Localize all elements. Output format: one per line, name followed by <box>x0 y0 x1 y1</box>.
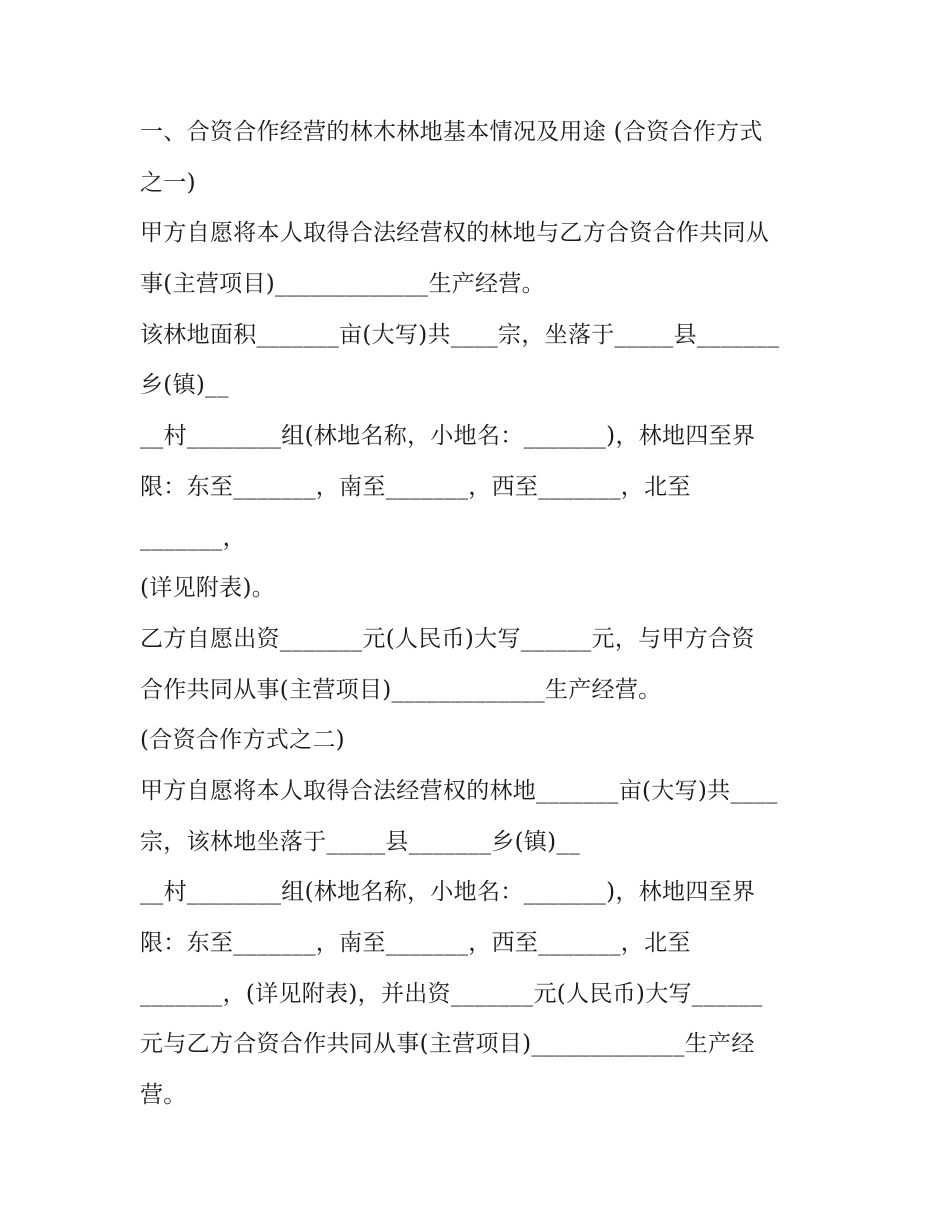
text-line: __村________组(林地名称，小地名：_______)，林地四至界 <box>140 879 756 906</box>
text-line: 合作共同从事(主营项目)_____________生产经营。 <box>140 676 662 703</box>
text-line: 事(主营项目)_____________生产经营。 <box>140 271 545 298</box>
text-line: 该林地面积_______亩(大写)共____宗，坐落于_____县_______ <box>140 321 780 348</box>
text-line: 宗，该林地坐落于_____县_______乡(镇)__ <box>140 828 581 855</box>
text-line: 营。 <box>140 1082 187 1109</box>
text-line: 之一) <box>140 169 196 196</box>
text-line: _______，(详见附表)，并出资_______元(人民币)大写______ <box>140 980 763 1007</box>
text-line: __村________组(林地名称，小地名：_______)，林地四至界 <box>140 423 756 450</box>
section-heading-line: 一、合资合作经营的林木林地基本情况及用途 (合资合作方式 <box>140 119 763 145</box>
document-body <box>140 107 820 1121</box>
text-line: (详见附表)。 <box>140 575 276 602</box>
text-line: 乡(镇)__ <box>140 372 229 399</box>
text-line: 限：东至_______，南至_______，西至_______，北至 <box>140 473 691 500</box>
text-line: _______， <box>140 524 246 551</box>
text-line: 乙方自愿出资_______元(人民币)大写______元，与甲方合资 <box>140 625 755 652</box>
text-line: 元与乙方合资合作共同从事(主营项目)_____________生产经 <box>140 1031 755 1058</box>
text-line: 限：东至_______，南至_______，西至_______，北至 <box>140 930 691 956</box>
text-line: (合资合作方式之二) <box>140 727 345 754</box>
text-line: 甲方自愿将本人取得合法经营权的林地_______亩(大写)共____ <box>140 777 778 804</box>
text-line: 甲方自愿将本人取得合法经营权的林地与乙方合资合作共同从 <box>140 220 770 247</box>
